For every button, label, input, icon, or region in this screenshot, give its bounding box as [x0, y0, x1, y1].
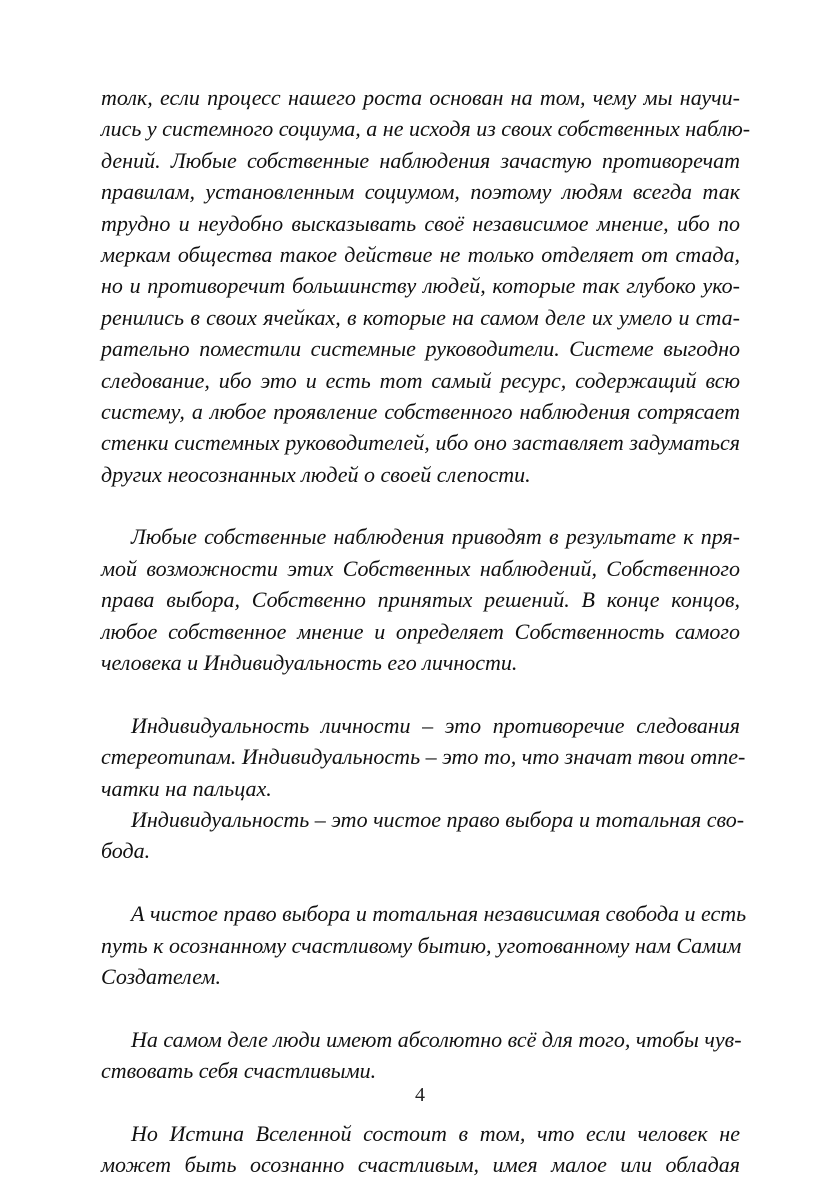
text-line: следование, ибо это и есть тот самый ресурс, содержащий всю	[101, 367, 740, 393]
text-line: А чистое право выбора и тотальная независимая свобода и есть	[131, 901, 747, 927]
text-line: ренились в своих ячейках, в которые на самом деле их умело и ста-	[101, 304, 740, 330]
paragraph-7	[101, 1118, 740, 1181]
text-line: Индивидуальность – это чистое право выбора и тотальная сво-	[131, 806, 745, 832]
text-line: толк, если процесс нашего роста основан на том, чему мы научи-	[101, 85, 740, 110]
text-line: На самом деле люди имеют абсолютно всё для того, чтобы чув-	[131, 1026, 742, 1052]
paragraph-4	[101, 804, 745, 867]
paragraph-6	[101, 1024, 740, 1087]
text-line: но и противоречит большинству людей, которые так глубоко уко-	[101, 273, 740, 299]
paragraph-2	[101, 521, 740, 678]
text-line: дений. Любые собственные наблюдения зачастую противоречат	[101, 147, 740, 173]
text-line: рательно поместили системные руководители. Системе выгодно	[101, 336, 740, 362]
text-line: любое собственное мнение и определяет Собственность самого	[101, 618, 740, 644]
text-line: систему, а любое проявление собственного наблюдения сотрясает	[101, 398, 740, 424]
text-line: Любые собственные наблюдения приводят в результате к пря-	[131, 524, 740, 550]
text-line: стенки системных руководителей, ибо оно заставляет задуматься	[101, 430, 740, 456]
paragraph-1	[101, 82, 751, 490]
text-line: трудно и неудобно высказывать своё независимое мнение, ибо по	[101, 210, 740, 236]
text-line: лись у системного социума, а не исходя из своих собственных наблю-	[101, 116, 751, 142]
text-line: человека и Индивидуальность его личности.	[101, 650, 518, 676]
text-line: Но Истина Вселенной состоит в том, что если человек не	[131, 1120, 740, 1146]
text-line: правилам, установленным социумом, поэтому людям всегда так	[101, 179, 740, 205]
paragraph-5	[101, 898, 747, 992]
text-line: путь к осознанному счастливому бытию, уготованному нам Самим	[101, 932, 742, 958]
text-line: Создателем.	[101, 963, 221, 989]
text-line: Индивидуальность личности – это противоречие следования	[131, 712, 740, 738]
text-line: ствовать себя счастливыми.	[101, 1058, 377, 1084]
paragraph-3	[101, 710, 746, 804]
text-line: других неосознанных людей о своей слепости.	[101, 461, 531, 487]
text-line: права выбора, Собственно принятых решений. В конце концов,	[101, 587, 740, 613]
text-line: бода.	[101, 838, 151, 864]
page-number: 4	[415, 1084, 425, 1106]
text-line: может быть осознанно счастливым, имея малое или обладая	[101, 1152, 740, 1178]
text-line: чатки на пальцах.	[101, 775, 272, 801]
body-text	[101, 82, 751, 1181]
text-line: мой возможности этих Собственных наблюдений, Собственного	[101, 555, 740, 581]
text-line: меркам общества такое действие не только отделяет от стада,	[101, 241, 740, 267]
text-line: стереотипам. Индивидуальность – это то, что значат твои отпе-	[101, 744, 746, 770]
